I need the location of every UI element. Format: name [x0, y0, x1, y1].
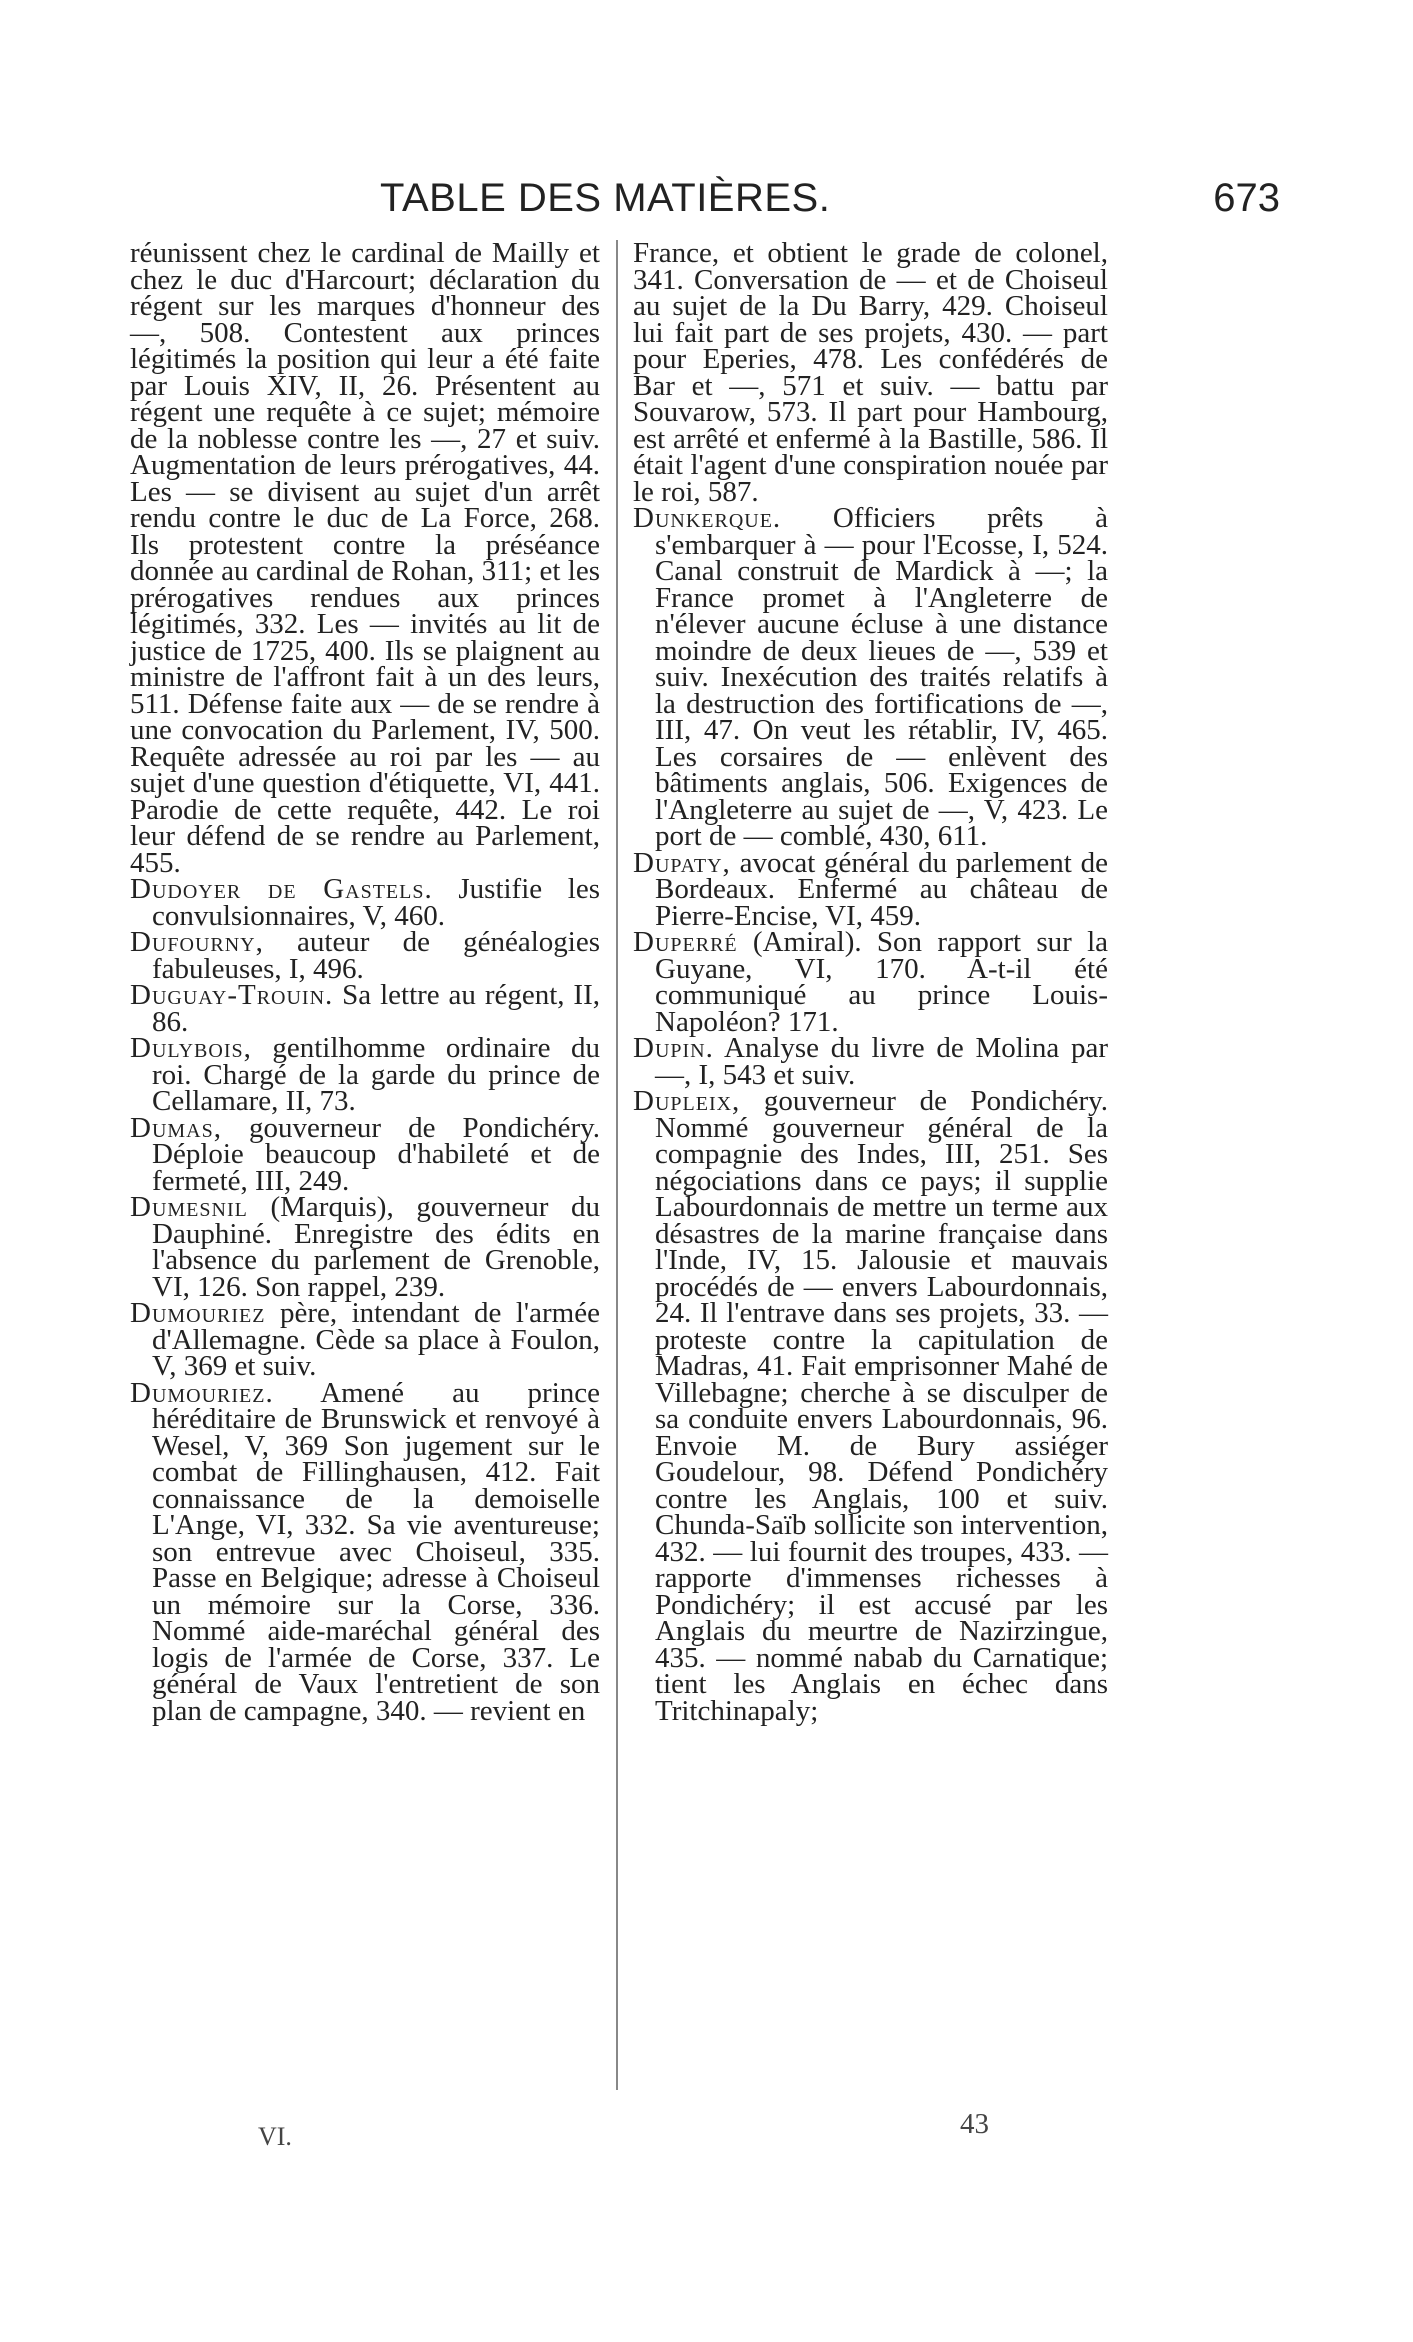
entry-text: (Marquis), gouverneur du Dauphiné. Enregistre des édits en l'absence du parlement de Grenoble, VI, 126. Son rappel, 239.	[152, 1191, 600, 1303]
entry-text: avocat général du parlement de Bordeaux. Enfermé au château de Pierre-Encise, VI, 459.	[655, 846, 1108, 932]
entry-text: Amené au prince héréditaire de Brunswick et renvoyé à Wesel, V, 369 Son jugement sur le combat de Fillinghausen, 412. Fait connaissance de la demoiselle L'Ange, VI, 332. Sa vie aventureuse; son entrevue avec Choiseul, 335. Passe en Belgique; adresse à Choiseul un mémoire sur la Corse, 336. Nommé aide-maréchal général des logis de l'armée de Corse, 337. Le général de Vaux l'entretient de son plan de campagne, 340. — revient en	[152, 1376, 600, 1727]
index-entry	[130, 926, 600, 985]
entry-heading: Dupin.	[633, 1032, 714, 1064]
entry-heading: Dumesnil	[130, 1191, 248, 1223]
page-number: 673	[1213, 176, 1280, 220]
index-entry	[130, 1297, 600, 1382]
entry-heading: Duperré	[633, 926, 738, 958]
signature-number: 43	[960, 2108, 989, 2140]
index-entry	[130, 873, 600, 932]
column-divider	[616, 240, 618, 2090]
entry-heading: Dulybois,	[130, 1032, 252, 1064]
index-entry	[633, 846, 1108, 932]
entry-heading: Dumouriez.	[130, 1376, 274, 1409]
entry-text: gentilhomme ordinaire du roi. Chargé de la garde du prince de Cellamare, II, 73.	[152, 1032, 600, 1117]
entry-text: père, intendant de l'armée d'Allemagne. Cède sa place à Foulon, V, 369 et suiv.	[152, 1297, 600, 1382]
index-entry	[130, 1032, 600, 1117]
entry-text: Justifie les convulsionnaires, V, 460.	[152, 873, 600, 932]
entry-heading: Dupaty,	[633, 846, 731, 879]
entry-heading: Dupleix,	[633, 1085, 741, 1117]
entry-text: gouverneur de Pondichéry. Nommé gouverneur général de la compagnie des Indes, III, 251. Ses négociations dans ce pays; il supplie Labourdonnais de mettre un terme aux désastres de la marine française dans l'Inde, IV, 15. Jalousie et mauvais procédés de — envers Labourdonnais, 24. Il l'entrave dans ses projets, 33. — proteste contre la capitulation de Madras, 41. Fait emprisonner Mahé de Villebagne; cherche à se disculper de sa conduite envers Labourdonnais, 96. Envoie M. de Bury assiéger Goudelour, 98. Défend Pondichéry contre les Anglais, 100 et suiv. Chunda-Saïb sollicite son intervention, 432. — lui fournit des troupes, 433. — rapporte d'immenses richesses à Pondichéry; il est accusé par les Anglais du meurtre de Nazirzingue, 435. — nommé nabab du Carnatique; tient les Anglais en échec dans Tritchinapaly;	[655, 1085, 1108, 1727]
entry-heading: Dumas,	[130, 1111, 222, 1144]
entry-heading: Dumouriez	[130, 1297, 266, 1329]
index-entry	[130, 1376, 600, 1727]
entry-text: (Amiral). Son rapport sur la Guyane, VI, 170. A-t-il été communiqué au prince Louis-Napoléon? 171.	[655, 926, 1108, 1038]
left-column	[130, 237, 600, 1727]
index-entry	[633, 1032, 1108, 1091]
entry-text: auteur de généalogies fabuleuses, I, 496.	[152, 926, 600, 985]
index-entry	[130, 979, 600, 1038]
signature-mark: VI.	[258, 2122, 292, 2151]
entry-text: Analyse du livre de Molina par —, I, 543 et suiv.	[655, 1032, 1108, 1091]
running-header	[380, 176, 1280, 228]
index-entry	[633, 1085, 1108, 1727]
continued-entry-text: France, et obtient le grade de colonel, 341. Conversation de — et de Choiseul au sujet de la Du Barry, 429. Choiseul lui fait part de ses projets, 430. — part pour Eperies, 478. Les confédérés de Bar et —, 571 et suiv. — battu par Souvarow, 573. Il part pour Hambourg, est arrêté et enfermé à la Bastille, 586. Il était l'agent d'une conspiration nouée par le roi, 587.	[633, 237, 1108, 508]
index-entry	[633, 926, 1108, 1038]
index-entry	[130, 1111, 600, 1197]
entry-heading: Dudoyer de Gastels.	[130, 873, 433, 905]
entry-heading: Duguay-Trouin.	[130, 979, 334, 1011]
entry-heading: Dunkerque.	[633, 502, 782, 534]
continued-entry-text: réunissent chez le cardinal de Mailly et chez le duc d'Harcourt; déclaration du régent sur les marques d'honneur des —, 508. Contestent aux princes légitimés la position qui leur a été faite par Louis XIV, II, 26. Présentent au régent une requête à ce sujet; mémoire de la noblesse contre les —, 27 et suiv. Augmentation de leurs prérogatives, 44. Les — se divisent au sujet d'un arrêt rendu contre le duc de La Force, 268. Ils protestent contre la préséance donnée au cardinal de Rohan, 311; et les prérogatives rendues aux princes légitimés, 332. Les — invités au lit de justice de 1725, 400. Ils se plaignent au ministre de l'affront fait à un des leurs, 511. Défense faite aux — de se rendre à une convocation du Parlement, IV, 500. Requête adressée au roi par les — au sujet d'une question d'étiquette, VI, 441. Parodie de cette requête, 442. Le roi leur défend de se rendre au Parlement, 455.	[130, 237, 600, 879]
entry-text: Sa lettre au régent, II, 86.	[152, 979, 600, 1038]
entry-text: gouverneur de Pondichéry. Déploie beaucoup d'habileté et de fermeté, III, 249.	[152, 1111, 600, 1197]
index-entry	[130, 1191, 600, 1303]
entry-heading: Dufourny,	[130, 926, 264, 958]
page-title: TABLE DES MATIÈRES.	[380, 176, 831, 220]
index-entry	[633, 502, 1108, 852]
right-column	[633, 237, 1108, 1727]
entry-text: Officiers prêts à s'embarquer à — pour l'Ecosse, I, 524. Canal construit de Mardick à —; la France promet à l'Angleterre de n'élever aucune écluse à une distance moindre de deux lieues de —, 539 et suiv. Inexécution des traités relatifs à la destruction des fortifications de —, III, 47. On veut les rétablir, IV, 465. Les corsaires de — enlèvent des bâtiments anglais, 506. Exigences de l'Angleterre au sujet de —, V, 423. Le port de — comblé, 430, 611.	[655, 502, 1108, 852]
